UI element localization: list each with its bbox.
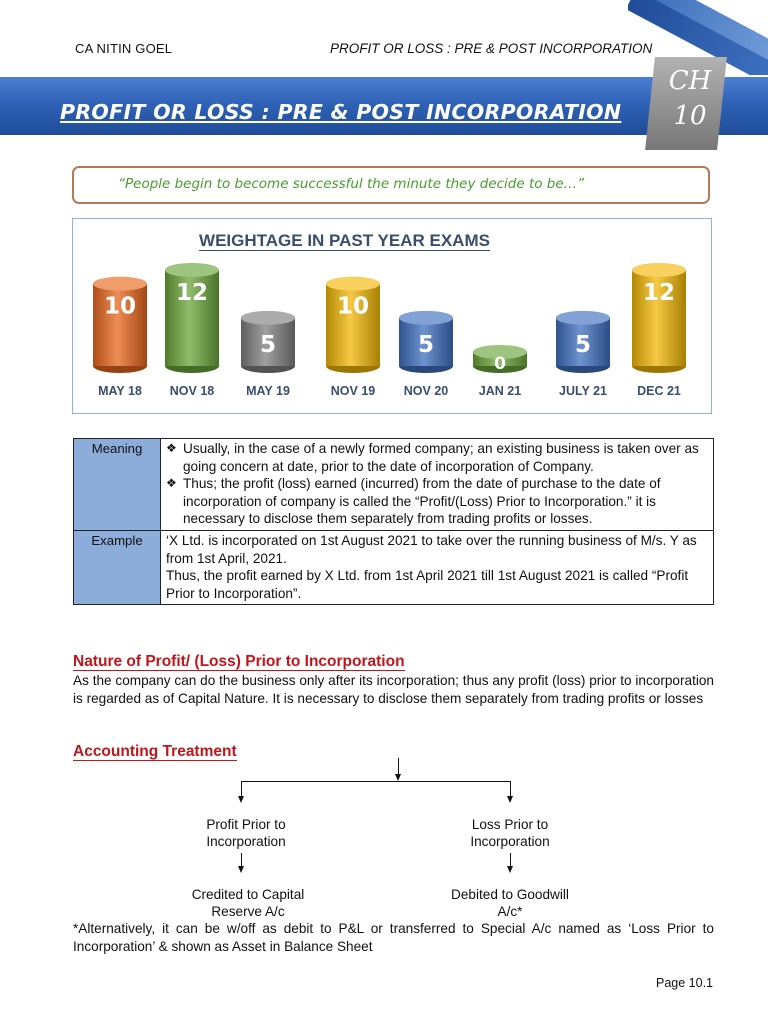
- category-label: DEC 21: [637, 384, 681, 398]
- page-number: Page 10.1: [656, 976, 713, 990]
- diamond-bullet-icon: ❖: [166, 441, 177, 455]
- arrow-down-icon: [507, 866, 513, 873]
- data-label: 12: [175, 280, 209, 306]
- flow-right-drop: [510, 781, 511, 796]
- flow-left-stem: [241, 853, 242, 866]
- flow-branch-line: [241, 781, 510, 782]
- chart-title-text: WEIGHTAGE IN PAST YEAR EXAMS: [199, 231, 490, 250]
- data-label: 0: [494, 354, 506, 374]
- arrow-down-icon: [395, 774, 401, 781]
- example-line-2: Thus, the profit earned by X Ltd. from 1st April 2021 till 1st August 2021 is called “Profit Prior to Incorporation”.: [166, 568, 689, 601]
- category-label: NOV 18: [169, 384, 215, 398]
- data-label: 10: [336, 293, 370, 320]
- category-label: NOV 19: [330, 384, 376, 398]
- nature-heading-text: Nature of Profit/ (Loss) Prior to Incorporation: [73, 653, 405, 670]
- bar-top: [165, 263, 219, 277]
- flow-left-drop: [241, 781, 242, 796]
- loss-prior-box: Loss Prior to Incorporation: [470, 817, 550, 849]
- category-label: NOV 20: [403, 384, 449, 398]
- data-label: 5: [417, 331, 435, 358]
- definition-table: [73, 438, 714, 605]
- bar-top: [93, 277, 147, 291]
- meaning-content: [161, 439, 714, 531]
- bar-top: [556, 311, 610, 325]
- category-label: JULY 21: [559, 384, 607, 398]
- alternative-note: *Alternatively, it can be w/off as debit to P&L or transferred to Special A/c named as ‘Loss Prior to Incorporation’ & shown as Asset in Balance Sheet: [73, 921, 714, 954]
- data-label: 12: [642, 280, 676, 306]
- quote-text: “People begin to become successful the minute they decide to be…”: [118, 176, 585, 192]
- data-label: 10: [103, 293, 137, 320]
- chapter-label: CH: [668, 66, 712, 96]
- example-line-1: ‘X Ltd. is incorporated on 1st August 2021 to take over the running business of M/s. Y as from 1st April, 2021.: [166, 532, 697, 566]
- table-row-meaning: [74, 439, 714, 531]
- nature-heading: [73, 653, 405, 671]
- banner-title: PROFIT OR LOSS : PRE & POST INCORPORATION: [60, 100, 622, 124]
- example-label: Example: [74, 530, 161, 604]
- author-name: CA NITIN GOEL: [75, 41, 173, 56]
- category-label: MAY 18: [98, 384, 142, 398]
- accounting-heading: [73, 743, 237, 761]
- accounting-heading-text: Accounting Treatment: [73, 743, 237, 760]
- arrow-down-icon: [238, 796, 244, 803]
- example-content: [161, 530, 714, 604]
- diamond-bullet-icon: ❖: [166, 476, 177, 491]
- chapter-number: 10: [673, 101, 707, 131]
- weightage-chart: [72, 218, 712, 414]
- flow-right-stem: [510, 853, 511, 866]
- chapter-badge-text: [660, 64, 720, 134]
- bar-top: [399, 311, 453, 325]
- bar-top: [326, 277, 380, 291]
- bar-top: [632, 263, 686, 277]
- category-label: JAN 21: [478, 384, 522, 398]
- arrow-down-icon: [238, 866, 244, 873]
- credited-capital-reserve: Credited to Capital Reserve A/c: [191, 887, 305, 919]
- arrow-down-icon: [507, 796, 513, 803]
- debited-goodwill: Debited to Goodwill A/c*: [451, 887, 569, 919]
- data-label: 5: [574, 331, 592, 358]
- meaning-bullet-1: [166, 440, 708, 475]
- running-title: PROFIT OR LOSS : PRE & POST INCORPORATION: [330, 41, 653, 56]
- profit-prior-box: Profit Prior to Incorporation: [206, 817, 286, 849]
- data-label: 5: [259, 331, 277, 358]
- meaning-bullet-text-1: Usually, in the case of a newly formed company; an existing business is taken over as going concern at date, prior to the date of incorporation of Company.: [183, 441, 699, 474]
- category-label: MAY 19: [246, 384, 290, 398]
- bar-top: [241, 311, 295, 325]
- flow-stem: [398, 758, 399, 774]
- table-row-example: [74, 530, 714, 604]
- meaning-label: Meaning: [74, 439, 161, 531]
- meaning-bullet-text-2: Thus; the profit (loss) earned (incurred) from the date of purchase to the date of incorporation of company is called the “Profit/(Loss) Prior to Incorporation.” it is necessary to disclose them separately from trading profits or losses.: [183, 476, 661, 527]
- nature-paragraph: As the company can do the business only after its incorporation; thus any profit (loss) prior to incorporation is regarded as of Capital Nature. It is necessary to disclose them separately from trading profits or losses: [73, 673, 714, 706]
- meaning-bullet-2: [166, 475, 708, 528]
